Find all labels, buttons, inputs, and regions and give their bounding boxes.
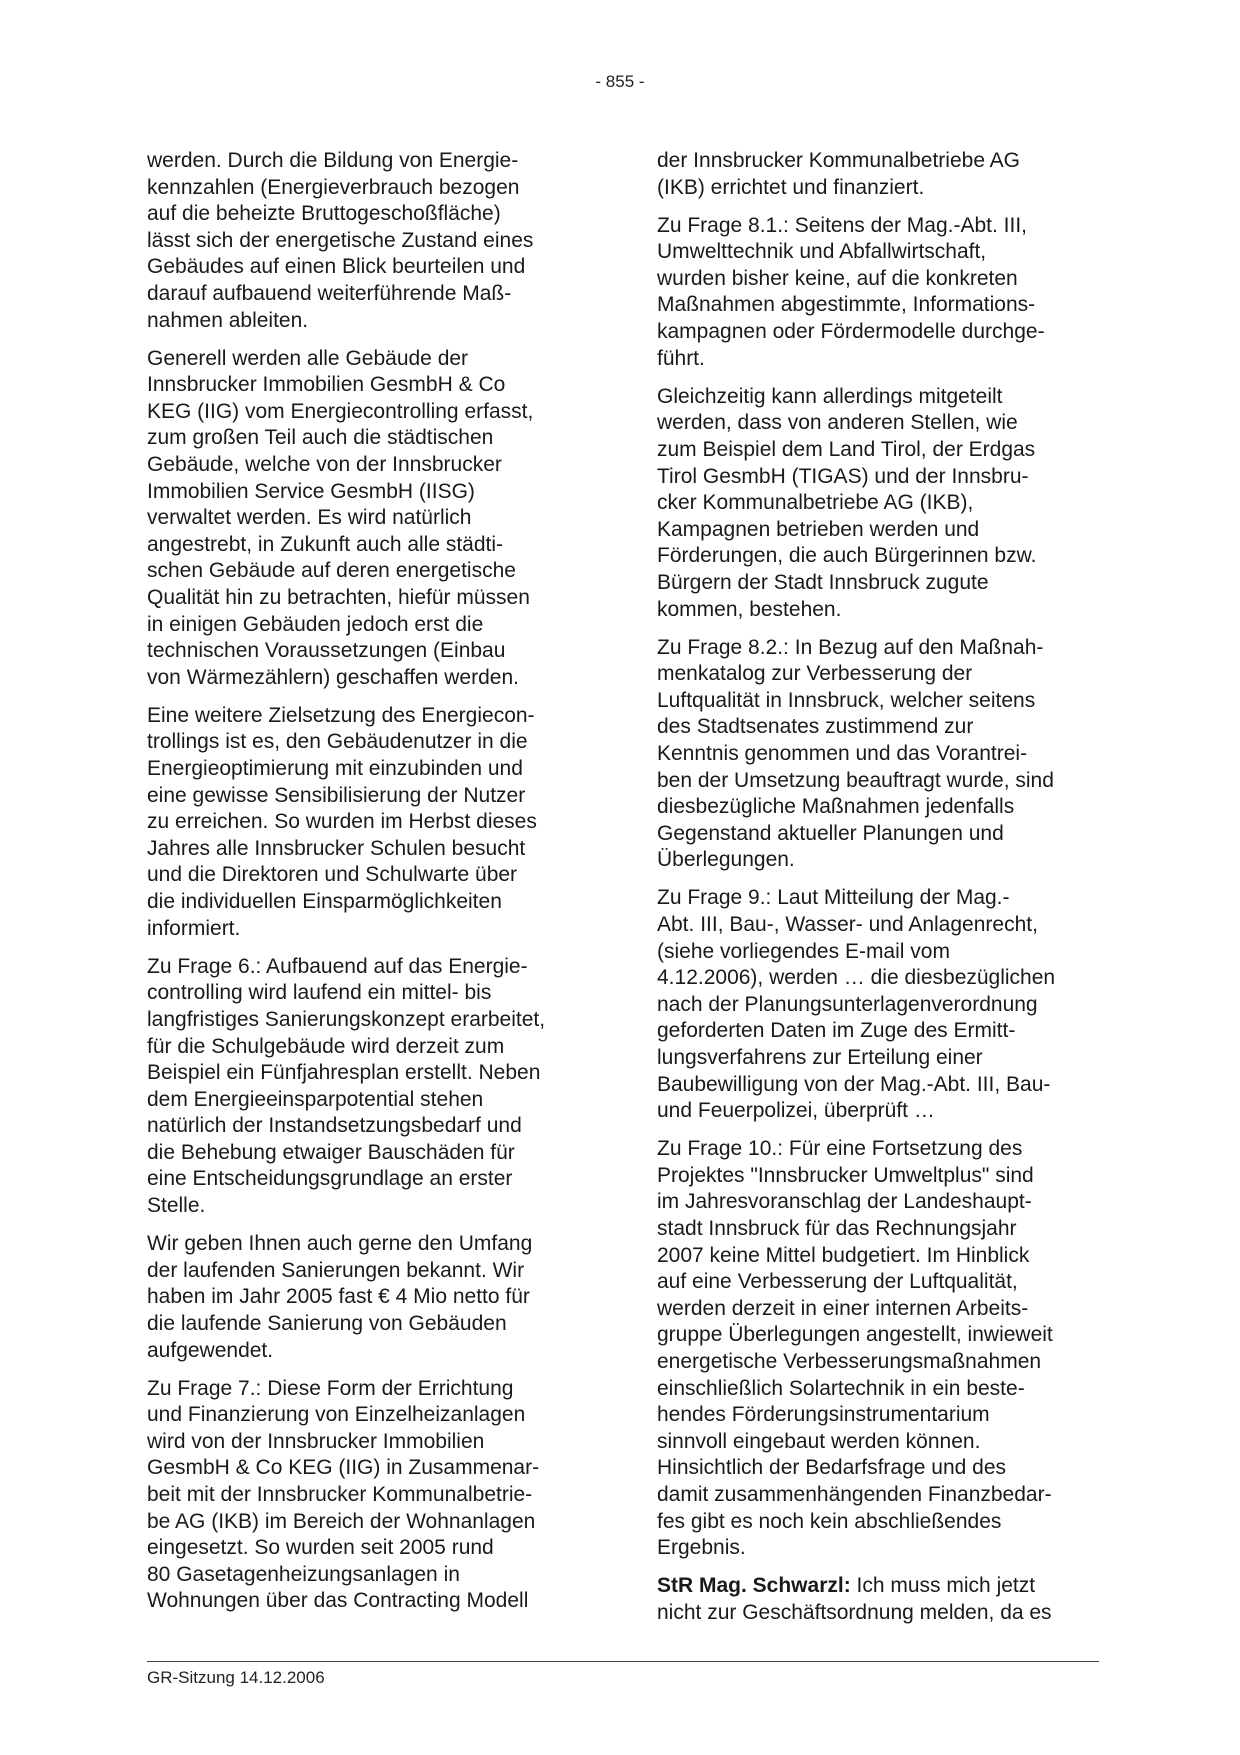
paragraph xyxy=(147,148,603,334)
text-line: hendes Förderungsinstrumentarium xyxy=(657,1403,990,1427)
text-line: werden derzeit in einer internen Arbeits- xyxy=(657,1296,1029,1320)
text-line: werden. Durch die Bildung von Energie- xyxy=(147,149,519,172)
text-line: (IKB) errichtet und finanziert. xyxy=(657,175,925,199)
text-line: informiert. xyxy=(147,916,241,940)
text-line: Wohnungen über das Contracting Modell xyxy=(147,1589,529,1613)
text-line: stadt Innsbruck für das Rechnungsjahr xyxy=(657,1217,1017,1241)
text-line: 4.12.2006), werden … die diesbezüglichen xyxy=(657,966,1056,990)
text-line: Energieoptimierung mit einzubinden und xyxy=(147,757,523,781)
text-line: auf eine Verbesserung der Luftqualität, xyxy=(657,1270,1018,1294)
text-line: angestrebt, in Zukunft auch alle städti- xyxy=(147,532,504,556)
text-line: 2007 keine Mittel budgetiert. Im Hinblick xyxy=(657,1243,1030,1267)
text-line: langfristiges Sanierungskonzept erarbeitet, xyxy=(147,1007,546,1031)
text-line: aufgewendet. xyxy=(147,1338,274,1362)
paragraph xyxy=(147,954,603,1220)
text-line: menkatalog zur Verbesserung der xyxy=(657,662,973,686)
text-line: nahmen ableiten. xyxy=(147,308,309,332)
text-line: Generell werden alle Gebäude der xyxy=(147,346,469,370)
text-line: Beispiel ein Fünfjahresplan erstellt. Neben xyxy=(147,1061,541,1085)
text-line: eine Entscheidungsgrundlage an erster xyxy=(147,1167,513,1191)
text-line: be AG (IKB) im Bereich der Wohnanlagen xyxy=(147,1509,536,1533)
text-line: gruppe Überlegungen angestellt, inwieweit xyxy=(657,1323,1053,1347)
text-line: Luftqualität in Innsbruck, welcher seitens xyxy=(657,688,1036,712)
text-line: des Stadtsenates zustimmend zur xyxy=(657,715,974,739)
text-line: nicht zur Geschäftsordnung melden, da es xyxy=(657,1600,1052,1624)
paragraph xyxy=(657,635,1113,874)
text-line: ben der Umsetzung beauftragt wurde, sind xyxy=(657,768,1054,792)
text-line: Immobilien Service GesmbH (IISG) xyxy=(147,479,475,503)
text-line: der laufenden Sanierungen bekannt. Wir xyxy=(147,1258,525,1282)
text-line: controlling wird laufend ein mittel- bis xyxy=(147,981,492,1005)
text-line: fes gibt es noch kein abschließendes xyxy=(657,1509,1002,1533)
text-line: trollings ist es, den Gebäudenutzer in die xyxy=(147,730,528,754)
text-line: zu erreichen. So wurden im Herbst dieses xyxy=(147,810,537,834)
paragraph xyxy=(147,1376,603,1615)
paragraph xyxy=(657,384,1113,623)
footer-session-date: GR-Sitzung 14.12.2006 xyxy=(147,1668,325,1687)
text-line: Zu Frage 7.: Diese Form der Errichtung xyxy=(147,1376,514,1400)
page-number: - 855 - xyxy=(595,72,645,91)
text-line: Gebäude, welche von der Innsbrucker xyxy=(147,453,502,477)
text-line: und Feuerpolizei, überprüft … xyxy=(657,1099,935,1123)
paragraph xyxy=(147,703,603,942)
text-line: auf die beheizte Bruttogeschoßfläche) xyxy=(147,202,501,226)
text-line: Zu Frage 10.: Für eine Fortsetzung des xyxy=(657,1137,1023,1161)
text-line: Überlegungen. xyxy=(657,848,795,872)
text-line: Zu Frage 8.1.: Seitens der Mag.-Abt. III, xyxy=(657,213,1028,237)
text-line: sinnvoll eingebaut werden können. xyxy=(657,1429,981,1453)
text-line: GesmbH & Co KEG (IIG) in Zusammenar- xyxy=(147,1456,540,1480)
text-line: Baubewilligung von der Mag.-Abt. III, Bau- xyxy=(657,1072,1051,1096)
text-line: Hinsichtlich der Bedarfsfrage und des xyxy=(657,1456,1007,1480)
text-line: kommen, bestehen. xyxy=(657,597,842,621)
text-line: in einigen Gebäuden jedoch erst die xyxy=(147,612,484,636)
text-line: haben im Jahr 2005 fast € 4 Mio netto für xyxy=(147,1285,530,1309)
text-line: Gegenstand aktueller Planungen und xyxy=(657,821,1004,845)
text-line: und Finanzierung von Einzelheizanlagen xyxy=(147,1403,526,1427)
text-line: Bürgern der Stadt Innsbruck zugute xyxy=(657,570,989,594)
text-line: kampagnen oder Fördermodelle durchge- xyxy=(657,320,1045,344)
text-line: cker Kommunalbetriebe AG (IKB), xyxy=(657,491,974,515)
text-line: eingesetzt. So wurden seit 2005 rund xyxy=(147,1536,494,1560)
text-line: Stelle. xyxy=(147,1194,206,1218)
text-line: im Jahresvoranschlag der Landeshaupt- xyxy=(657,1190,1032,1214)
speaker-name: StR Mag. Schwarzl: xyxy=(657,1574,851,1598)
text-line: energetische Verbesserungsmaßnahmen xyxy=(657,1350,1042,1374)
speaker-paragraph xyxy=(657,1573,1113,1626)
text-line: die Behebung etwaiger Bauschäden für xyxy=(147,1140,515,1164)
text-line: die individuellen Einsparmöglichkeiten xyxy=(147,890,502,914)
text-line: Kampagnen betrieben werden und xyxy=(657,517,980,541)
text-line: Zu Frage 6.: Aufbauend auf das Energie- xyxy=(147,954,528,978)
text-line: diesbezügliche Maßnahmen jedenfalls xyxy=(657,795,1015,819)
footer-divider xyxy=(147,1661,1099,1662)
text-line: (siehe vorliegendes E-mail vom xyxy=(657,939,950,963)
text-line: wurden bisher keine, auf die konkreten xyxy=(657,266,1018,290)
text-line: der Innsbrucker Kommunalbetriebe AG xyxy=(657,149,1021,172)
text-line: eine gewisse Sensibilisierung der Nutzer xyxy=(147,783,526,807)
text-line: verwaltet werden. Es wird natürlich xyxy=(147,506,472,530)
text-line: technischen Voraussetzungen (Einbau xyxy=(147,639,506,663)
text-line: Eine weitere Zielsetzung des Energiecon- xyxy=(147,703,535,727)
right-column xyxy=(657,148,1113,1638)
text-line: zum Beispiel dem Land Tirol, der Erdgas xyxy=(657,437,1036,461)
text-line: Zu Frage 9.: Laut Mitteilung der Mag.- xyxy=(657,886,1010,910)
text-line: Gebäudes auf einen Blick beurteilen und xyxy=(147,255,526,279)
text-line: werden, dass von anderen Stellen, wie xyxy=(657,411,1018,435)
text-line: natürlich der Instandsetzungsbedarf und xyxy=(147,1114,522,1138)
paragraph xyxy=(147,346,603,692)
text-line: geforderten Daten im Zuge des Ermitt- xyxy=(657,1019,1016,1043)
paragraph xyxy=(657,213,1113,373)
text-line: dem Energieeinsparpotential stehen xyxy=(147,1087,484,1111)
text-line: Förderungen, die auch Bürgerinnen bzw. xyxy=(657,544,1037,568)
text-line: wird von der Innsbrucker Immobilien xyxy=(147,1429,485,1453)
left-column xyxy=(147,148,603,1626)
text-line: beit mit der Innsbrucker Kommunalbetrie- xyxy=(147,1483,533,1506)
text-line: Innsbrucker Immobilien GesmbH & Co xyxy=(147,373,506,397)
text-line: darauf aufbauend weiterführende Maß- xyxy=(147,281,512,305)
text-line: lässt sich der energetische Zustand eines xyxy=(147,228,534,252)
text-line: 80 Gasetagenheizungsanlagen in xyxy=(147,1562,460,1586)
text-line: Ergebnis. xyxy=(657,1536,746,1560)
text-line: lungsverfahrens zur Erteilung einer xyxy=(657,1046,983,1069)
text-line: kennzahlen (Energieverbrauch bezogen xyxy=(147,175,520,199)
text-line: Umwelttechnik und Abfallwirtschaft, xyxy=(657,240,987,264)
text-line: und die Direktoren und Schulwarte über xyxy=(147,863,518,887)
text-line: Zu Frage 8.2.: In Bezug auf den Maßnah- xyxy=(657,635,1044,659)
text-line: Tirol GesmbH (TIGAS) und der Innsbru- xyxy=(657,464,1029,488)
text-line: Kenntnis genommen und das Vorantrei- xyxy=(657,741,1028,765)
text-line: KEG (IIG) vom Energiecontrolling erfasst, xyxy=(147,399,534,423)
text-line: Maßnahmen abgestimmte, Informations- xyxy=(657,293,1036,317)
text-line: nach der Planungsunterlagenverordnung xyxy=(657,992,1038,1016)
paragraph xyxy=(147,1231,603,1364)
text-line: Jahres alle Innsbrucker Schulen besucht xyxy=(147,836,526,860)
paragraph xyxy=(657,1136,1113,1562)
text-line: damit zusammenhängenden Finanzbedar- xyxy=(657,1483,1052,1506)
text-line xyxy=(657,1573,1113,1600)
speaker-text: Ich muss mich jetzt xyxy=(850,1574,1036,1598)
paragraph xyxy=(657,885,1113,1124)
text-line: Abt. III, Bau-, Wasser- und Anlagenrecht, xyxy=(657,913,1038,937)
text-line: Qualität hin zu betrachten, hiefür müssen xyxy=(147,586,530,609)
text-line: die laufende Sanierung von Gebäuden xyxy=(147,1311,507,1335)
text-line: zum großen Teil auch die städtischen xyxy=(147,426,494,450)
text-line: von Wärmezählern) geschaffen werden. xyxy=(147,665,519,689)
text-line: Wir geben Ihnen auch gerne den Umfang xyxy=(147,1232,533,1256)
text-line: für die Schulgebäude wird derzeit zum xyxy=(147,1034,505,1058)
text-line: schen Gebäude auf deren energetische xyxy=(147,559,516,583)
paragraph xyxy=(657,148,1113,201)
text-line: Gleichzeitig kann allerdings mitgeteilt xyxy=(657,384,1003,408)
text-line: Projektes "Innsbrucker Umweltplus" sind xyxy=(657,1163,1034,1187)
text-line: einschließlich Solartechnik in ein beste- xyxy=(657,1376,1025,1400)
text-line: führt. xyxy=(657,346,705,370)
